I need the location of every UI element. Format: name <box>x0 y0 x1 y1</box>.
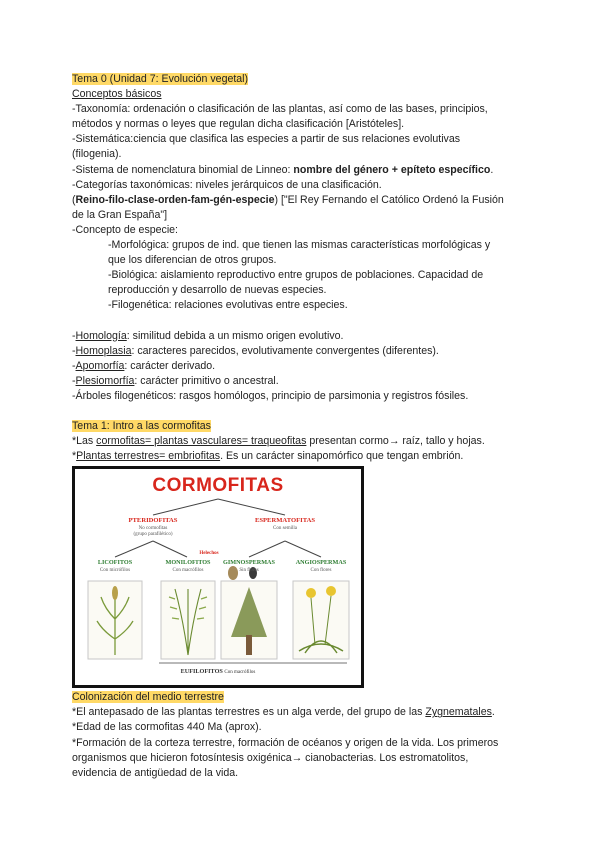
angiospermas-sub: Con flores <box>310 568 332 574</box>
reino-bold: Reino-filo-clase-orden-fam-gén-especie <box>75 193 275 206</box>
categorias-line: -Categorías taxonómicas: niveles jerárquicos de una clasificación. <box>72 178 382 191</box>
reino-line-2: de la Gran España"] <box>72 208 168 221</box>
zygnematales-term: Zygnematales <box>425 706 492 719</box>
sistematica-line-2: (filogenia). <box>72 148 122 161</box>
cormofitas-prefix: *Las <box>72 435 97 448</box>
arboles-line: -Árboles filogenéticos: rasgos homólogos, principio de parsimonia y registros fósiles. <box>72 389 469 402</box>
antepasado-prefix: *El antepasado de las plantas terrestres es un alga verde, del grupo de las <box>72 706 426 719</box>
angiospermas-plant-illustration <box>293 581 349 659</box>
embriofitas-line <box>72 449 532 464</box>
licofitos-sub: Con micrófilos <box>99 568 131 574</box>
especie-line: -Concepto de especie: <box>72 223 179 236</box>
tema1-heading <box>72 419 532 434</box>
apomorfia-def: : carácter derivado. <box>124 359 216 372</box>
colonizacion-title: Colonización del medio terrestre <box>72 691 224 704</box>
conceptos-basicos-heading: Conceptos básicos <box>72 88 162 101</box>
embriofitas-term: Plantas terrestres= embriofitas <box>76 450 221 463</box>
licofitos-plant-illustration <box>88 581 142 659</box>
antepasado-suffix: . <box>491 706 495 719</box>
apomorfia-term: Apomorfía <box>75 359 125 372</box>
monilofitos-label: MONILOFITOS <box>165 559 211 567</box>
edad-line: *Edad de las cormofitas 440 Ma (aprox). <box>72 721 262 734</box>
morfologica-line-2: que los diferencian de otros grupos. <box>108 254 277 267</box>
tema0-title: Tema 0 (Unidad 7: Evolución vegetal) <box>72 73 249 85</box>
linneo-bold: nombre del género + epíteto específico <box>293 163 491 176</box>
monilofitos-sub: Con macrófilos <box>172 568 204 574</box>
homologia-dash: - <box>72 329 76 342</box>
plesiomorfia-line <box>72 374 532 389</box>
formacion-line-2: organismos que hicieron fotosíntesis oxigénica→ cianobacterias. Los estromatolitos, <box>72 751 469 764</box>
morfologica-line-1: -Morfológica: grupos de ind. que tienen las mismas características morfológicas y <box>108 239 491 252</box>
reino-open: ( <box>72 193 76 206</box>
homoplasia-def: : caracteres parecidos, evolutivamente convergentes (diferentes). <box>131 344 439 357</box>
reino-line-1 <box>72 193 532 208</box>
taxonomia-line-1: -Taxonomía: ordenación o clasificación de las plantas, así como de las bases, principios, <box>72 103 488 116</box>
homoplasia-dash: - <box>72 344 76 357</box>
plesiomorfia-dash: - <box>72 374 76 387</box>
homologia-term: Homología <box>75 329 127 342</box>
homologia-line <box>72 329 532 344</box>
pteridofitas-sub-1: No cormofitas <box>138 526 168 532</box>
plesiomorfia-def: : carácter primitivo o ancestral. <box>134 374 279 387</box>
embriofitas-def: . Es un carácter sinapomórfico que tengan embrión. <box>220 450 464 463</box>
cormofitas-term: cormofitas= plantas vasculares= traqueofitas <box>96 435 307 448</box>
cormofitas-def: presentan cormo→ raíz, tallo y hojas. <box>306 435 485 448</box>
linneo-line <box>72 163 532 178</box>
embriofitas-prefix: * <box>72 450 77 463</box>
cormofitas-line <box>72 434 532 449</box>
eufilofitos-label <box>75 668 361 675</box>
homoplasia-term: Homoplasia <box>75 344 132 357</box>
angiospermas-label: ANGIOSPERMAS <box>295 559 347 567</box>
plesiomorfia-term: Plesiomorfía <box>75 374 135 387</box>
homologia-def: : similitud debida a un mismo origen evolutivo. <box>126 329 344 342</box>
pteridofitas-sub-2: (grupo parafilético) <box>133 532 173 538</box>
gimnospermas-sub: Sin flores <box>239 568 259 574</box>
taxonomia-line-2: métodos y normas o leyes que regulan dicha clasificación [Aristóteles]. <box>72 118 405 131</box>
monilofitos-plant-illustration <box>161 581 215 659</box>
figure-title: CORMOFITAS <box>152 475 284 497</box>
licofitos-label: LICOFITOS <box>97 559 133 567</box>
document-page <box>72 72 532 781</box>
biologica-line-1: -Biológica: aislamiento reproductivo entre grupos de poblaciones. Capacidad de <box>108 269 484 282</box>
spacer <box>72 314 532 329</box>
homoplasia-line <box>72 344 532 359</box>
sistematica-line-1: -Sistemática:ciencia que clasifica las especies a partir de sus relaciones evolutivas <box>72 133 461 146</box>
eufilofitos-title: EUFILOFITOS <box>180 668 223 676</box>
linneo-suffix: . <box>490 163 494 176</box>
apomorfia-dash: - <box>72 359 76 372</box>
espermatofitas-label: ESPERMATOFITAS <box>254 517 316 525</box>
eufilofitos-sub: Con macrófilos <box>224 670 256 676</box>
cormofitas-diagram-lines <box>75 469 361 685</box>
cormofitas-figure <box>72 466 364 688</box>
spacer <box>72 404 532 419</box>
helechos-tag: Helechos <box>199 551 219 557</box>
biologica-line-2: reproducción y desarrollo de nuevas especies. <box>108 284 327 297</box>
formacion-line-1: *Formación de la corteza terrestre, formación de océanos y origen de la vida. Los primeros <box>72 736 499 749</box>
linneo-prefix: -Sistema de nomenclatura binomial de Linneo: <box>72 163 294 176</box>
gimnospermas-plant-illustration <box>221 566 277 659</box>
filogenetica-line: -Filogenética: relaciones evolutivas entre especies. <box>108 299 348 312</box>
gimnospermas-label: GIMNOSPERMAS <box>223 559 275 567</box>
antepasado-line <box>72 705 532 720</box>
colonizacion-heading <box>72 690 532 705</box>
tema0-heading <box>72 72 532 87</box>
espermatofitas-sub: Con semilla <box>272 526 298 532</box>
pteridofitas-label: PTERIDOFITAS <box>128 517 178 525</box>
formacion-line-3: evidencia de antigüedad de la vida. <box>72 766 239 779</box>
reino-rest: ) ["El Rey Fernando el Católico Ordenó la Fusión <box>274 193 504 206</box>
tema1-title: Tema 1: Intro a las cormofitas <box>72 419 211 432</box>
apomorfia-line <box>72 359 532 374</box>
